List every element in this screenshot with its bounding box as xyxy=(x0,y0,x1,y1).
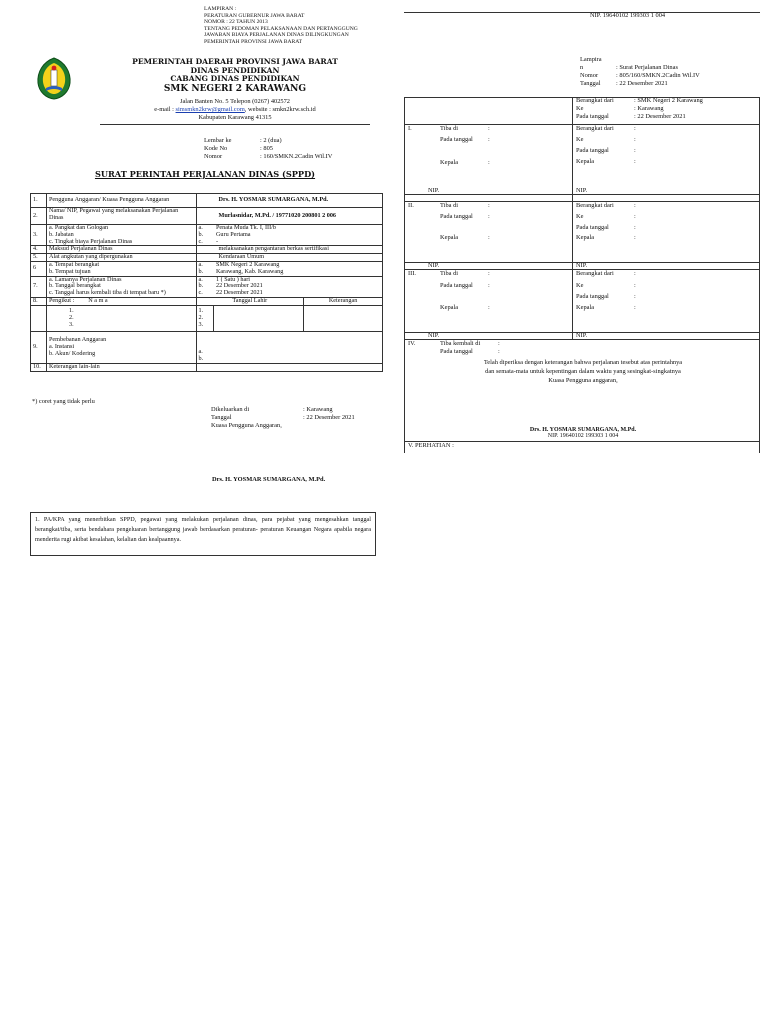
row-value: Kendaraan Umum xyxy=(196,254,383,262)
pengikut-note-cell xyxy=(304,305,383,331)
nomor-row xyxy=(580,72,750,80)
table-row xyxy=(31,297,383,305)
section-iii-left xyxy=(408,270,572,340)
colon: : xyxy=(488,202,490,209)
colon: : xyxy=(488,213,490,220)
table-row xyxy=(31,305,383,331)
issued-row xyxy=(211,422,355,430)
row-number: 2. xyxy=(31,208,47,225)
row-value xyxy=(196,363,383,371)
sub-label: Pembebanan Anggaran xyxy=(48,336,107,344)
ke-label: Ke xyxy=(576,213,584,220)
sub-label: a. Tempat berangkat xyxy=(48,260,100,268)
nama-header: N a m a xyxy=(88,296,108,304)
colon: : xyxy=(498,340,500,347)
row-letters xyxy=(196,261,214,276)
row-number: 6 xyxy=(31,261,47,276)
issued-block xyxy=(211,406,355,430)
header-school-name: SMK NEGERI 2 KARAWANG xyxy=(163,83,307,94)
colon: : xyxy=(634,304,636,311)
row-label: Alat angkutan yang dipergunakan xyxy=(46,254,196,262)
sub-label: b. Tanggal berangkat xyxy=(48,282,101,290)
section-i-right xyxy=(576,125,758,195)
sub-letter: b. xyxy=(198,267,204,275)
nip-label: NIP. xyxy=(576,187,588,194)
header-line-3: CABANG DINAS PENDIDIKAN xyxy=(170,74,300,84)
email-prefix: e-mail : xyxy=(154,106,176,113)
right-lampiran-block xyxy=(580,56,750,88)
colon: : xyxy=(488,304,490,311)
section-ii-left xyxy=(408,202,572,270)
footnote: *) coret yang tidak perlu xyxy=(32,398,95,405)
lampiran-block xyxy=(204,6,394,46)
address-line: Jalan Banten No. 5 Telepon (0267) 402572 xyxy=(179,98,290,105)
departure-row xyxy=(576,113,758,121)
signer-left: Drs. H. YOSMAR SUMARGANA, M.Pd. xyxy=(212,476,326,483)
pada-label: Pada tanggal xyxy=(576,293,609,300)
ke-label: Ke xyxy=(576,282,584,289)
colon: : xyxy=(634,202,636,209)
tanggal-row xyxy=(580,80,750,88)
departure-value: : 22 Desember 2021 xyxy=(634,113,686,120)
issued-role: Kuasa Pengguna Anggaran, xyxy=(211,422,282,429)
departure-value: : Karawang xyxy=(634,105,664,112)
row-number: 1. xyxy=(31,194,47,208)
colon: : xyxy=(488,159,490,166)
row-number: 5. xyxy=(31,254,47,262)
signer-right-nip: NIP. 19640102 199303 1 004 xyxy=(547,433,619,439)
row-number xyxy=(31,305,47,331)
website-text: , website : smkn2krw.sch.id xyxy=(244,106,316,113)
sub-value: 22 Desember 2021 xyxy=(215,282,263,290)
verification-text: Telah diperiksa dengan keterangan bahwa perjalanan tesebut atas perintahnya xyxy=(483,359,683,366)
lampiran-value: : Surat Perjalanan Dinas xyxy=(616,64,678,71)
pada-label: Pada tanggal xyxy=(440,348,473,355)
sppd-table xyxy=(30,193,383,372)
kepala-label: Kepala xyxy=(576,158,595,165)
sub-label: b. Tempat tujuan xyxy=(48,267,91,275)
section-number: IV. xyxy=(408,340,416,347)
issued-row xyxy=(211,406,355,414)
colon: : xyxy=(634,224,636,231)
row-number: 9. xyxy=(31,331,47,363)
tiba-kembali-label: Tiba kembali di xyxy=(440,340,481,347)
institution-address xyxy=(100,98,370,122)
colon: : xyxy=(634,147,636,154)
west-java-emblem-icon xyxy=(34,56,74,100)
kepala-label: Kepala xyxy=(440,159,459,166)
colon: : xyxy=(488,270,490,277)
tiba-label: Tiba di xyxy=(440,125,459,132)
sub-value: - xyxy=(215,237,219,245)
row-value: melaksanakan pengantaran berkas sertifikasi xyxy=(196,246,383,254)
row-letters xyxy=(196,276,214,297)
section-i-left xyxy=(408,125,572,195)
berangkat-label: Berangkat dari xyxy=(576,270,614,277)
ke-label: Ke xyxy=(576,136,584,143)
pada-label: Pada tanggal xyxy=(576,224,609,231)
pada-label: Pada tanggal xyxy=(440,136,473,143)
sheet-info-row xyxy=(204,145,332,153)
tanggal-value: : 22 Desember 2021 xyxy=(616,80,668,87)
issued-place-value: : Karawang xyxy=(303,406,333,413)
sub-value: Guru Pertama xyxy=(215,230,251,238)
tanggal-lahir-header: Tanggal Lahir xyxy=(196,297,304,305)
kepala-label: Kepala xyxy=(576,304,595,311)
colon: : xyxy=(634,282,636,289)
berangkat-label: Berangkat dari xyxy=(576,202,614,209)
tiba-label: Tiba di xyxy=(440,270,459,277)
sheet-info-row xyxy=(204,153,332,161)
pada-label: Pada tanggal xyxy=(440,282,473,289)
lampiran-n: n xyxy=(580,64,584,71)
top-nip: NIP. 19640102 199303 1 004 xyxy=(590,12,666,19)
sub-value: 1 ( Satu ) hari xyxy=(215,275,250,283)
email-link[interactable]: simsmkn2krw@gmail.com xyxy=(175,106,245,113)
issued-date-value: : 22 Desember 2021 xyxy=(303,414,355,421)
sub-letter: c. xyxy=(198,237,203,245)
sub-letter: b. xyxy=(198,230,204,238)
row-value: Drs. H. YOSMAR SUMARGANA, M.Pd. xyxy=(196,194,383,208)
keterangan-header: Keterangan xyxy=(304,297,383,305)
colon: : xyxy=(634,136,636,143)
column-divider xyxy=(572,97,573,339)
document-title: SURAT PERINTAH PERJALANAN DINAS (SPPD) xyxy=(94,169,316,179)
departure-label: Berangkat dari xyxy=(576,97,614,104)
issued-place-label: Dikeluarkan di xyxy=(211,406,250,413)
colon: : xyxy=(498,348,500,355)
sub-letter: b. xyxy=(198,354,204,362)
row-label xyxy=(46,276,196,297)
section-iv xyxy=(408,340,758,440)
sheet-info xyxy=(204,137,332,161)
row-label: Pengguna Anggaran/ Kuasa Pengguna Anggaran xyxy=(46,194,196,208)
departure-label: Pada tanggal xyxy=(576,113,609,120)
kepala-label: Kepala xyxy=(440,234,459,241)
lampiran-line: PEMERINTAH PROVINSI JAWA BARAT xyxy=(204,38,303,45)
departure-label: Ke xyxy=(576,105,584,112)
sub-label: b. Akun/ Kodering xyxy=(48,349,96,357)
row-label: Maksud Perjalanan Dinas xyxy=(46,246,196,254)
lampiran-line: PERATURAN GUBERNUR JAWA BARAT xyxy=(204,12,305,19)
sub-label: c. Tingkat biaya Perjalanan Dinas xyxy=(48,237,133,245)
nip-label: NIP. xyxy=(428,187,440,194)
lampiran-row xyxy=(580,64,750,72)
sub-label: a. Instansi xyxy=(48,342,75,350)
section-number: II. xyxy=(408,202,414,209)
institution-header xyxy=(100,58,370,94)
table-row xyxy=(31,261,383,276)
pengikut-list xyxy=(46,305,196,331)
table-row xyxy=(31,208,383,225)
colon: : xyxy=(488,136,490,143)
sheet-info-label: Kode No xyxy=(204,145,228,152)
header-line-1: PEMERINTAH DAERAH PROVINSI JAWA BARAT xyxy=(132,57,338,66)
colon: : xyxy=(634,234,636,241)
sub-value: SMK Negeri 2 Karawang xyxy=(215,260,280,268)
sub-letter: b. xyxy=(198,282,204,290)
sheet-info-label: Nomor xyxy=(204,153,223,160)
departure-block xyxy=(576,97,758,121)
sub-value: Karawang, Kab. Karawang xyxy=(215,267,284,275)
sheet-info-label: Lembar ke xyxy=(204,137,232,144)
pada-label: Pada tanggal xyxy=(576,147,609,154)
city-line: Kabupaten Karawang 41315 xyxy=(198,114,272,121)
pengikut-numbers xyxy=(196,305,214,331)
row-number: 3. xyxy=(31,225,47,246)
kepala-label: Kepala xyxy=(440,304,459,311)
issued-date-label: Tanggal xyxy=(211,414,232,421)
table-row xyxy=(31,363,383,371)
berangkat-label: Berangkat dari xyxy=(576,125,614,132)
sheet-info-value: : 160/SMKN.2Cadin Wil.IV xyxy=(260,153,333,160)
list-item: 1. xyxy=(198,307,204,315)
sheet-info-row xyxy=(204,137,332,145)
row-value xyxy=(214,276,383,297)
departure-row xyxy=(576,105,758,113)
table-row xyxy=(31,331,383,363)
sheet-info-value: : 805 xyxy=(260,145,273,152)
departure-row xyxy=(576,97,758,105)
lampiran-line: TENTANG PEDOMAN PELAKSANAAN DAN PERTANGGUNG xyxy=(204,25,358,32)
list-item: 2. xyxy=(68,313,74,321)
tanggal-label: Tanggal xyxy=(580,80,601,87)
nomor-label: Nomor xyxy=(580,72,599,79)
sub-value: 22 Desember 2021 xyxy=(215,289,263,297)
sub-letter: c. xyxy=(198,289,203,297)
sub-letter: a. xyxy=(198,224,203,231)
header-divider xyxy=(100,124,370,125)
list-item: 3. xyxy=(198,320,204,328)
sub-label: a. Pangkat dan Gologan xyxy=(48,224,109,231)
note-box: 1. PA/KPA yang menerbitkan SPPD, pegawai yang melakukan perjalanan dinas, para pejabat yang mengesahkan tanggal berangkat/tiba, serta bendahara pengeluaran bertanggung jawab berdasarkan peraturan- peraturan Keuangan Negara apabila negara menderita rugi akibat kesalahan, kelalian dan kealpaannya. xyxy=(30,512,376,556)
pengikut-dob-cell xyxy=(214,305,304,331)
row-divider xyxy=(404,441,760,442)
sub-letter: a. xyxy=(198,260,203,268)
pada-label: Pada tanggal xyxy=(440,213,473,220)
top-rule xyxy=(404,12,760,13)
nip-label: NIP. xyxy=(428,262,440,269)
row-letters xyxy=(196,225,214,246)
section-number: I. xyxy=(408,125,412,132)
row-value xyxy=(214,331,383,363)
colon: : xyxy=(634,293,636,300)
list-item: 1. xyxy=(68,307,74,315)
table-row xyxy=(31,276,383,297)
row-label xyxy=(46,297,196,305)
header-line-2: DINAS PENDIDIKAN xyxy=(190,65,280,75)
sub-value: Penata Muda Tk. I, III/b xyxy=(215,224,276,231)
list-item: 3. xyxy=(68,320,74,328)
row-value: Murlasnidar, M.Pd. / 19771020 200801 2 006 xyxy=(196,208,383,225)
sub-label: c. Tanggal harus kembali tiba di tempat baru *) xyxy=(48,289,166,297)
colon: : xyxy=(634,213,636,220)
issued-row xyxy=(211,414,355,422)
nip-label: NIP. xyxy=(576,262,588,269)
sheet-info-value: : 2 (dua) xyxy=(260,137,282,144)
sub-label: a. Lamanya Perjalanan Dinas xyxy=(48,275,122,283)
colon: : xyxy=(634,158,636,165)
row-number: 4. xyxy=(31,246,47,254)
nip-label: NIP. xyxy=(428,332,440,339)
row-number: 8. xyxy=(31,297,47,305)
colon: : xyxy=(488,282,490,289)
sub-letter: a. xyxy=(198,275,203,283)
nomor-value: : 805/160/SMKN.2Cadin Wil.IV xyxy=(616,72,700,79)
colon: : xyxy=(634,270,636,277)
lampiran-label: Lampira xyxy=(580,56,602,63)
row-number: 10. xyxy=(31,363,47,371)
row-letters xyxy=(196,331,214,363)
nip-label: NIP. xyxy=(576,332,588,339)
perhatian-label: V. PERHATIAN : xyxy=(408,442,454,449)
tiba-label: Tiba di xyxy=(440,202,459,209)
row-label: Nama/ NIP, Pegawai yang melaksanakan Perjalanan Dinas xyxy=(46,208,196,225)
contact-line xyxy=(100,106,370,114)
colon: : xyxy=(634,125,636,132)
verification-role: Kuasa Pengguna anggaran, xyxy=(548,377,618,384)
sub-letter: a. xyxy=(198,348,203,356)
table-row xyxy=(31,194,383,208)
list-item: 2. xyxy=(198,313,204,321)
row-value xyxy=(214,261,383,276)
row-label xyxy=(46,225,196,246)
row-value xyxy=(214,225,383,246)
departure-value: : SMK Negeri 2 Karawang xyxy=(634,97,703,104)
kepala-label: Kepala xyxy=(576,234,595,241)
lampiran-line: LAMPIRAN : xyxy=(204,6,237,12)
verification-text: dan semata-mata untuk kepentingan dalam waktu yang sesingkat-singkatnya xyxy=(485,368,681,375)
lampiran-line: NOMOR : 22 TAHUN 2013 xyxy=(204,19,268,26)
row-label: Keterangan lain-lain xyxy=(46,363,196,371)
row-label xyxy=(46,261,196,276)
pengikut-label: Pengikut : xyxy=(48,296,75,304)
colon: : xyxy=(488,125,490,132)
section-number: III. xyxy=(408,270,416,277)
sub-label: b. Jabatan xyxy=(48,230,74,238)
section-ii-right xyxy=(576,202,758,270)
signer-right: Drs. H. YOSMAR SUMARGANA, M.Pd. xyxy=(529,427,637,433)
table-row xyxy=(31,225,383,246)
row-number: 7. xyxy=(31,276,47,297)
row-label xyxy=(46,331,196,363)
section-iii-right xyxy=(576,270,758,340)
colon: : xyxy=(488,234,490,241)
lampiran-line: JAWABAN BIAYA PERJALANAN DINAS DILINGKUNGAN xyxy=(204,32,349,39)
